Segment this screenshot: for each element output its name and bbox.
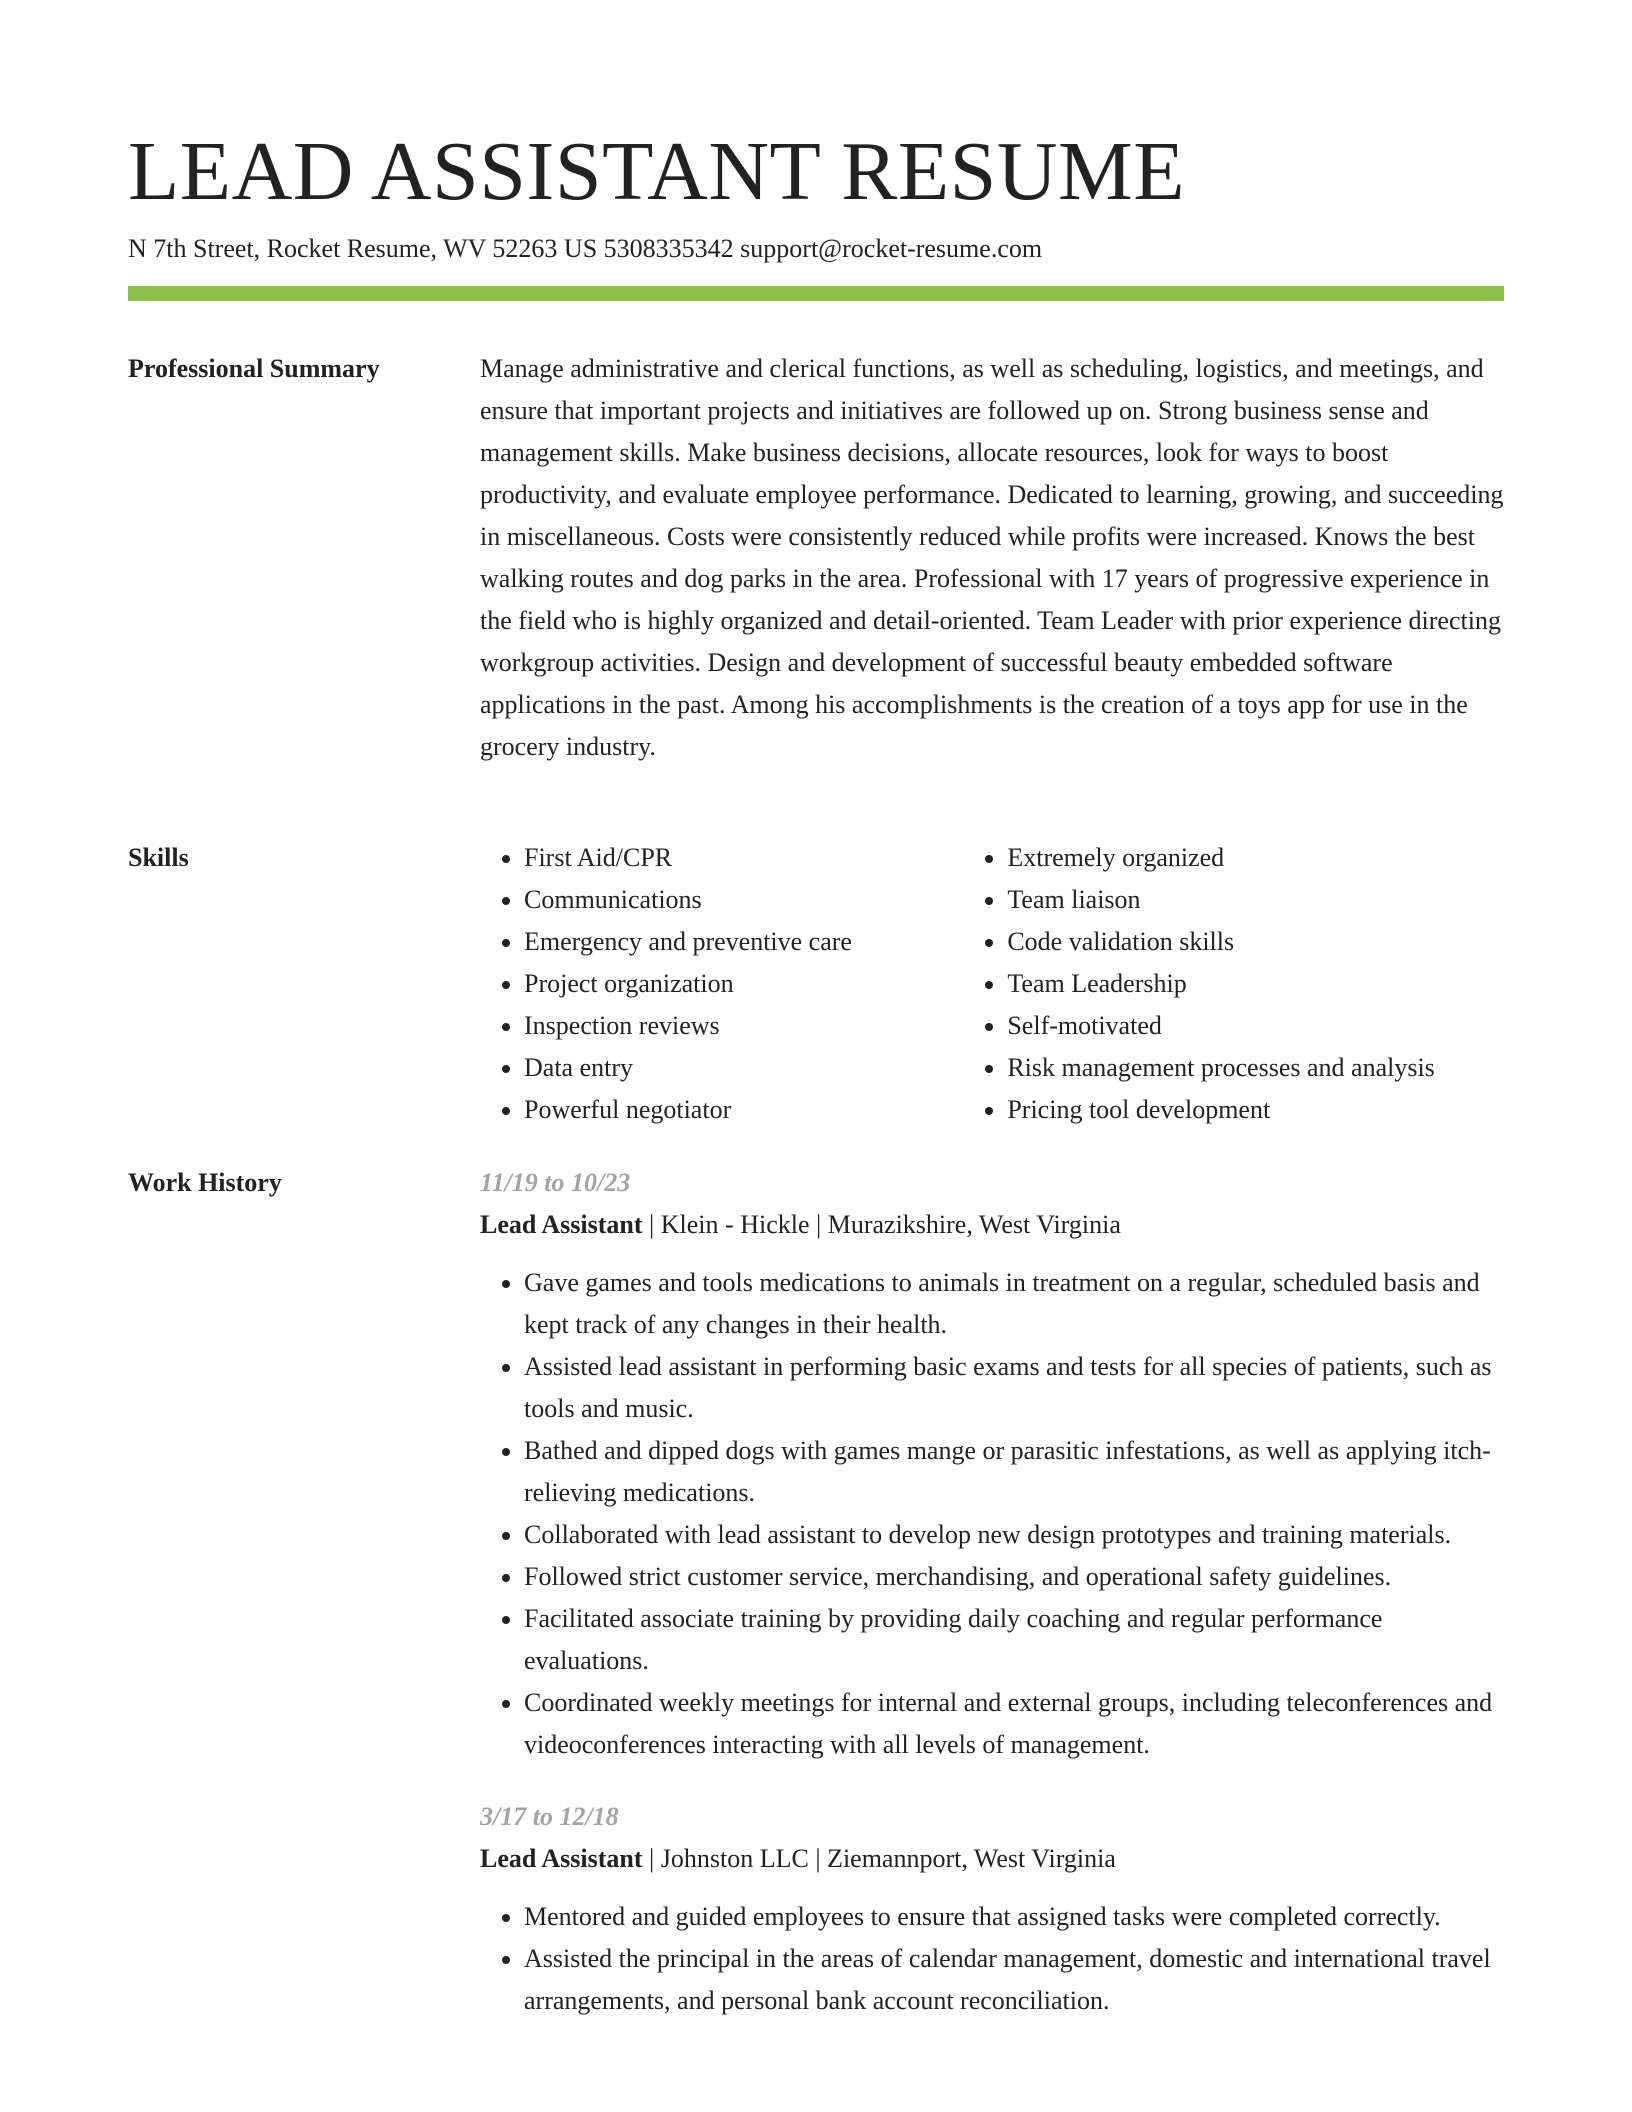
- job-location: Murazikshire, West Virginia: [827, 1210, 1121, 1239]
- job-entry: [480, 1796, 1504, 2022]
- skill-item: • Inspection reviews: [524, 1005, 963, 1047]
- job-bullet: • Followed strict customer service, merchandising, and operational safety guidelines.: [524, 1556, 1504, 1598]
- job-bullet: • Coordinated weekly meetings for internal and external groups, including teleconferences and videoconferences interacting with all levels of management.: [524, 1682, 1504, 1766]
- job-bullet: • Assisted the principal in the areas of calendar management, domestic and international travel arrangements, and personal bank account reconciliation.: [524, 1938, 1504, 2022]
- skill-item: • Code validation skills: [1007, 921, 1504, 963]
- section-label-skills: Skills: [128, 843, 189, 872]
- contact-address: N 7th Street, Rocket Resume, WV 52263 US: [128, 234, 598, 263]
- job-bullet-list: [480, 1896, 1504, 2022]
- skill-item: • Self-motivated: [1007, 1005, 1504, 1047]
- job-bullet: • Collaborated with lead assistant to develop new design prototypes and training materials.: [524, 1514, 1504, 1556]
- skill-item: • Communications: [524, 879, 963, 921]
- summary-body: [480, 348, 1504, 768]
- section-label-work-history: Work History: [128, 1168, 282, 1197]
- skill-item: • First Aid/CPR: [524, 837, 963, 879]
- job-bullet: • Mentored and guided employees to ensure that assigned tasks were completed correctly.: [524, 1896, 1504, 1938]
- skill-item: • Project organization: [524, 963, 963, 1005]
- job-dates: 3/17 to 12/18: [480, 1802, 619, 1831]
- contact-email[interactable]: support@rocket-resume.com: [740, 234, 1043, 263]
- skill-item: • Team liaison: [1007, 879, 1504, 921]
- summary-text: Manage administrative and clerical functions, as well as scheduling, logistics, and meetings, and ensure that important projects and initiatives are followed up on. Strong business sense and management skills. Make business decisions, allocate resources, look for ways to boost productivity, and evaluate employee performance. Dedicated to learning, growing, and succeeding in miscellaneous. Costs were consistently reduced while profits were increased. Knows the best walking routes and dog parks in the area. Professional with 17 years of progressive experience in the field who is highly organized and detail-oriented. Team Leader with prior experience directing workgroup activities. Design and development of successful beauty embedded software applications in the past. Among his accomplishments is the creation of a toys app for use in the grocery industry.: [480, 354, 1504, 761]
- job-location: Ziemannport, West Virginia: [827, 1844, 1116, 1873]
- contact-phone: 5308335342: [603, 234, 734, 263]
- skill-item: • Pricing tool development: [1007, 1089, 1504, 1131]
- skill-item: • Powerful negotiator: [524, 1089, 963, 1131]
- job-company: Klein - Hickle: [660, 1210, 810, 1239]
- skills-columns: [480, 837, 1504, 1131]
- job-entry: [480, 1162, 1504, 1766]
- contact-line: [128, 230, 1042, 268]
- separator: [643, 1844, 661, 1873]
- job-company: Johnston LLC: [660, 1844, 809, 1873]
- skill-item: • Risk management processes and analysis: [1007, 1047, 1504, 1089]
- job-bullet: • Facilitated associate training by providing daily coaching and regular performance evaluations.: [524, 1598, 1504, 1682]
- separator: [810, 1210, 828, 1239]
- skills-list-left: [480, 837, 963, 1131]
- skill-item: • Team Leadership: [1007, 963, 1504, 1005]
- resume-title: LEAD ASSISTANT RESUME: [128, 125, 1186, 218]
- section-label-summary: Professional Summary: [128, 354, 380, 383]
- job-heading: [480, 1838, 1504, 1880]
- skill-item: • Data entry: [524, 1047, 963, 1089]
- job-bullet: • Bathed and dipped dogs with games mange or parasitic infestations, as well as applying itch-relieving medications.: [524, 1430, 1504, 1514]
- job-bullet: • Assisted lead assistant in performing basic exams and tests for all species of patients, such as tools and music.: [524, 1346, 1504, 1430]
- separator: [643, 1210, 661, 1239]
- job-title: Lead Assistant: [480, 1210, 643, 1239]
- job-bullet-list: [480, 1262, 1504, 1766]
- separator: [809, 1844, 827, 1873]
- skills-list-right: [963, 837, 1504, 1131]
- job-bullet: • Gave games and tools medications to animals in treatment on a regular, scheduled basis and kept track of any changes in their health.: [524, 1262, 1504, 1346]
- accent-divider: [128, 286, 1504, 301]
- skills-body: [480, 837, 1504, 1131]
- skill-item: • Extremely organized: [1007, 837, 1504, 879]
- job-title: Lead Assistant: [480, 1844, 643, 1873]
- job-dates: 11/19 to 10/23: [480, 1168, 631, 1197]
- job-heading: [480, 1204, 1504, 1246]
- skill-item: • Emergency and preventive care: [524, 921, 963, 963]
- work-history-body: [480, 1162, 1504, 2052]
